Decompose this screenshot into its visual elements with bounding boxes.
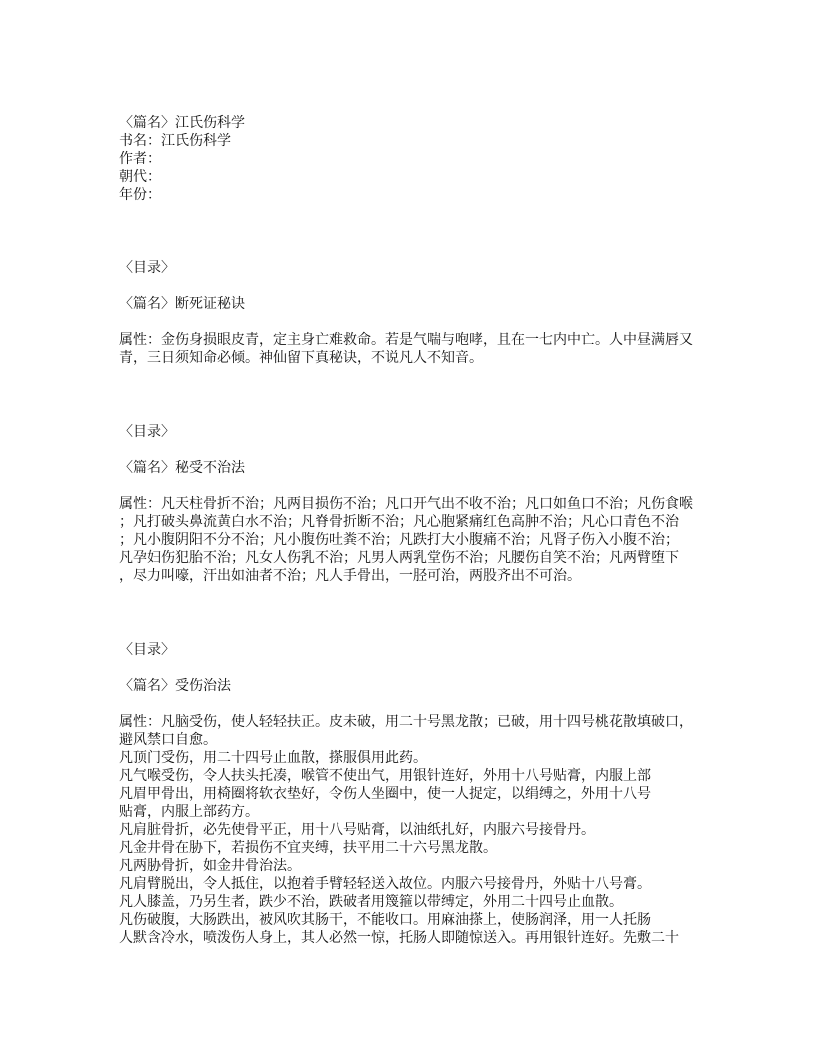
paragraph-line: 人默含冷水，喷泼伤人身上，其人必然一惊，托肠人即随惊送入。再用银针连好。先敷二十 <box>119 930 679 946</box>
paragraph-line: ；凡小腹阴阳不分不治；凡小腹伤吐粪不治；凡跌打大小腹痛不治；凡肾子伤入小腹不治； <box>119 532 679 548</box>
paragraph-line: ，尽力叫嚎，汗出如油者不治；凡人手骨出，一胫可治，两股齐出不可治。 <box>119 568 581 584</box>
paragraph-line: 凡肩臂脱出，令人抵住，以抱着手臂轻轻送入故位。内服六号接骨丹，外贴十八号膏。 <box>119 876 651 892</box>
section-title: 〈篇名〉秘受不治法 <box>119 460 245 476</box>
paragraph-line: 凡气喉受伤，令人扶头托凑，喉管不使出气，用银针连好，外用十八号贴膏，内服上部 <box>119 768 651 784</box>
toc-marker: 〈目录〉 <box>119 260 175 276</box>
year: 年份： <box>119 187 161 203</box>
section-title: 〈篇名〉断死证秘诀 <box>119 296 245 312</box>
toc-marker: 〈目录〉 <box>119 642 175 658</box>
paragraph-line: 属性：凡天柱骨折不治；凡两目损伤不治；凡口开气出不收不治；凡口如鱼口不治；凡伤食喉 <box>119 496 693 512</box>
author: 作者： <box>119 151 161 167</box>
paragraph-line: 属性：金伤身损眼皮青，定主身亡难救命。若是气喘与咆哮，且在一七内中亡。人中昼满唇又 <box>119 332 693 348</box>
paragraph-line: 凡肩脏骨折，必先使骨平正，用十八号贴膏，以油纸扎好，内服六号接骨丹。 <box>119 822 595 838</box>
paragraph-line: ；凡打破头鼻流黄白水不治；凡脊骨折断不治；凡心胞紧痛红色高肿不治；凡心口青色不治 <box>119 514 679 530</box>
paragraph-line: 凡两胁骨折，如金井骨治法。 <box>119 858 301 874</box>
paragraph-line: 凡金井骨在胁下，若损伤不宜夹缚，扶平用二十六号黑龙散。 <box>119 840 497 856</box>
paragraph-line: 属性：凡脑受伤，使人轻轻扶正。皮未破，用二十号黑龙散；已破，用十四号桃花散填破口， <box>119 714 693 730</box>
chapter-title: 〈篇名〉江氏伤科学 <box>119 115 245 131</box>
paragraph-line: 青，三日须知命必倾。神仙留下真秘诀，不说凡人不知音。 <box>119 350 483 366</box>
paragraph-line: 贴膏，内服上部药方。 <box>119 804 259 820</box>
dynasty: 朝代： <box>119 169 161 185</box>
book-name: 书名：江氏伤科学 <box>119 133 231 149</box>
section-title: 〈篇名〉受伤治法 <box>119 678 231 694</box>
paragraph-line: 凡顶门受伤，用二十四号止血散，搽服俱用此药。 <box>119 750 427 766</box>
toc-marker: 〈目录〉 <box>119 424 175 440</box>
paragraph-line: 凡伤破腹，大肠跌出，被风吹其肠干，不能收口。用麻油搽上，使肠润泽，用一人托肠 <box>119 912 651 928</box>
paragraph-line: 凡孕妇伤犯胎不治；凡女人伤乳不治；凡男人两乳堂伤不治；凡腰伤自笑不治；凡两臂堕下 <box>119 550 679 566</box>
paragraph-line: 凡眉甲骨出，用椅圈将软衣垫好，令伤人坐圈中，使一人捉定，以绢缚之，外用十八号 <box>119 786 651 802</box>
paragraph-line: 凡人膝盖，乃另生者，跌少不治，跌破者用篾箍以带缚定，外用二十四号止血散。 <box>119 894 623 910</box>
paragraph-line: 避风禁口自愈。 <box>119 732 217 748</box>
